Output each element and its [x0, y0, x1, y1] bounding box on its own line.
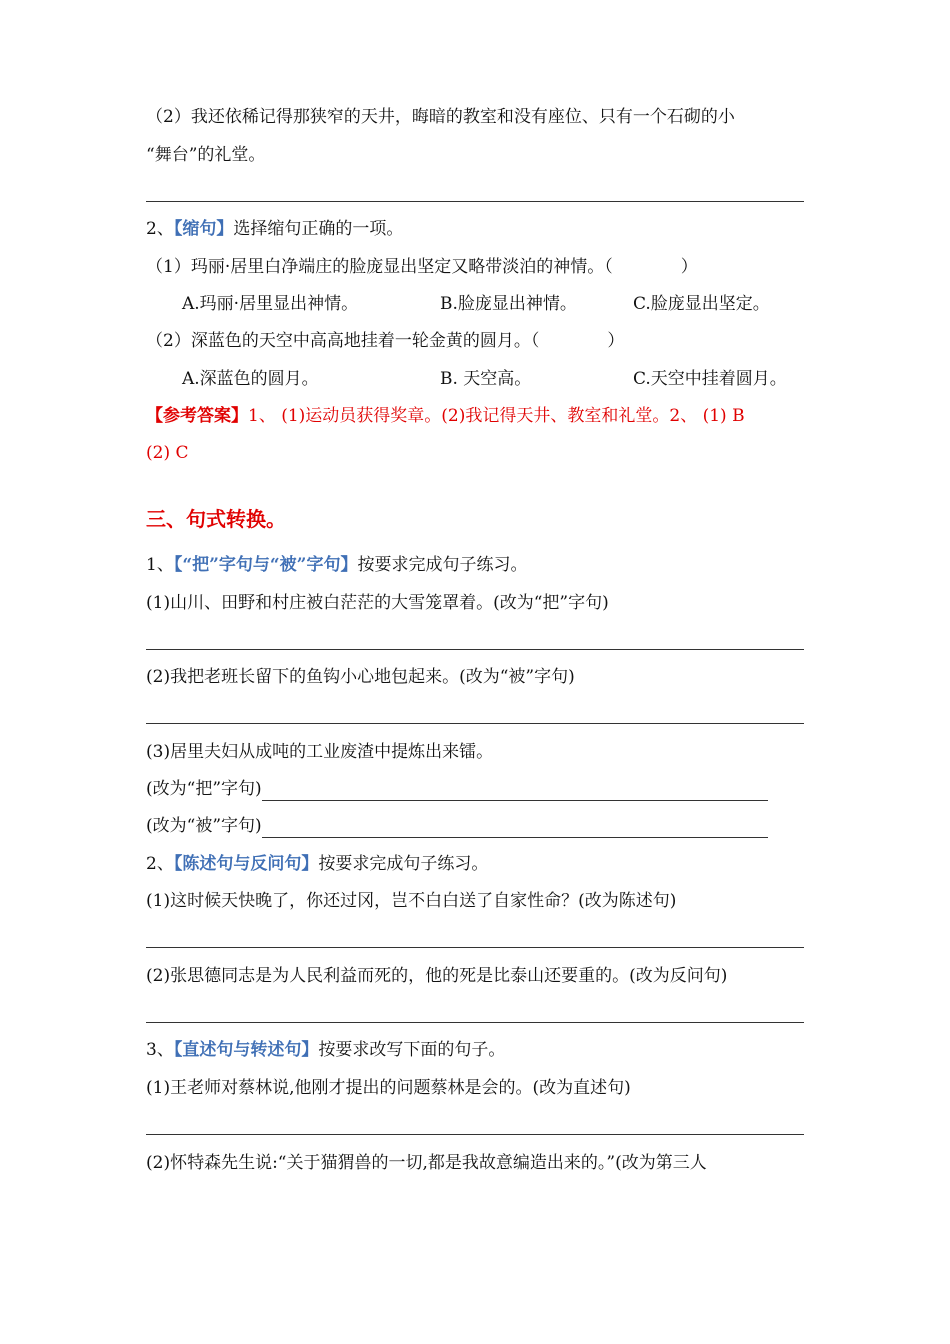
p3-q1-sentence-2: (2)我把老班长留下的鱼钩小心地包起来。(改为“被”字句) — [146, 667, 575, 687]
question-number: 2、 — [146, 219, 174, 239]
p3-q2-sentence-2: (2)张思德同志是为人民利益而死的，他的死是比泰山还要重的。(改为反问句) — [146, 966, 728, 986]
q2-s2-option-a: A.深蓝色的圆月。 — [182, 369, 319, 389]
p3-q1-sentence-1: (1)山川、田野和村庄被白茫茫的大雪笼罩着。(改为“把”字句) — [146, 593, 609, 613]
question-tag: 【缩句】 — [173, 219, 234, 239]
answer-line[interactable] — [146, 1134, 804, 1135]
instruction-label: (改为“被”字句) — [146, 816, 262, 836]
question-number: 3、 — [146, 1040, 174, 1060]
q1-2-sentence-line1: （2）我还依稀记得那狭窄的天井，晦暗的教室和没有座位、只有一个石砌的小 — [146, 107, 735, 127]
p3-question-1-header — [146, 553, 527, 577]
question-prompt: 按要求完成句子练习。 — [357, 555, 528, 575]
answer-line[interactable] — [146, 201, 804, 202]
answer-line[interactable] — [146, 947, 804, 948]
answer-line[interactable] — [146, 723, 804, 724]
p3-q1-sentence-3: (3)居里夫妇从成吨的工业废渣中提炼出来镭。 — [146, 742, 494, 762]
reference-answer-tag: 【参考答案】 — [146, 406, 248, 426]
question-tag: 【陈述句与反问句】 — [173, 854, 319, 874]
reference-answer-line1 — [146, 404, 745, 428]
reference-answer-text: 1、 (1)运动员获得奖章。(2)我记得天井、教室和礼堂。2、 (1) B — [248, 406, 745, 426]
q2-s1-option-b: B.脸庞显出神情。 — [440, 294, 577, 314]
question-prompt: 按要求改写下面的句子。 — [318, 1040, 506, 1060]
question-number: 2、 — [146, 854, 174, 874]
p3-question-2-header — [146, 852, 488, 876]
q2-s1-option-c: C.脸庞显出坚定。 — [633, 294, 770, 314]
p3-q3-sentence-1: (1)王老师对蔡林说,他刚才提出的问题蔡林是会的。(改为直述句) — [146, 1078, 631, 1098]
p3-q3-sentence-2: (2)怀特森先生说:“关于猫猬兽的一切,都是我故意编造出来的。”(改为第三人 — [146, 1153, 707, 1173]
question-tag: 【直述句与转述句】 — [173, 1040, 319, 1060]
instruction-label: (改为“把”字句) — [146, 779, 262, 799]
p3-question-3-header — [146, 1038, 505, 1062]
question-prompt: 选择缩句正确的一项。 — [233, 219, 404, 239]
p3-q1-sentence-3a — [146, 777, 768, 801]
q1-2-sentence-line2: “舞台”的礼堂。 — [146, 145, 266, 165]
reference-answer-line2: (2) C — [146, 443, 189, 463]
answer-line[interactable] — [146, 1022, 804, 1023]
p3-q1-sentence-3b — [146, 814, 768, 838]
answer-blank[interactable] — [262, 819, 768, 838]
q2-sentence-1: （1）玛丽·居里白净端庄的脸庞显出坚定又略带淡泊的神情。（ ） — [146, 257, 698, 277]
q2-sentence-2: （2）深蓝色的天空中高高地挂着一轮金黄的圆月。（ ） — [146, 331, 625, 351]
answer-line[interactable] — [146, 649, 804, 650]
question-tag: 【“把”字句与“被”字句】 — [173, 555, 358, 575]
question-prompt: 按要求完成句子练习。 — [318, 854, 489, 874]
q2-s1-option-a: A.玛丽·居里显出神情。 — [182, 294, 359, 314]
p3-q2-sentence-1: (1)这时候天快晚了，你还过冈，岂不白白送了自家性命？(改为陈述句) — [146, 891, 677, 911]
question-number: 1、 — [146, 555, 174, 575]
section-title: 三、句式转换。 — [146, 507, 286, 531]
answer-blank[interactable] — [262, 782, 768, 801]
q2-s2-option-b: B. 天空高。 — [440, 369, 532, 389]
question-2-header — [146, 217, 403, 241]
q2-s2-option-c: C.天空中挂着圆月。 — [633, 369, 787, 389]
